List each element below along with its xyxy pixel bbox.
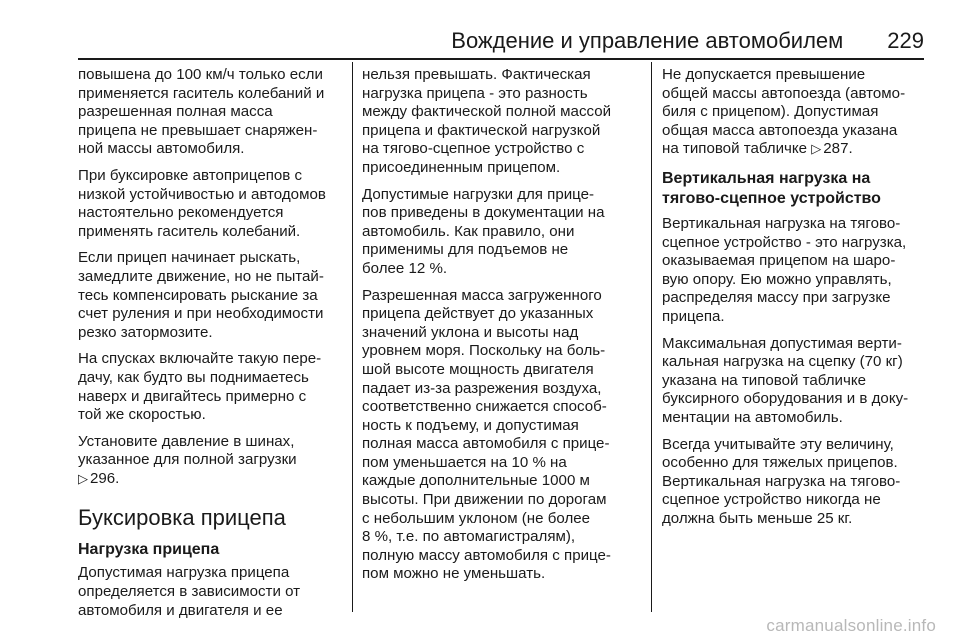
chapter-title: Вождение и управление автомобилем xyxy=(451,28,844,53)
paragraph-permissible-loads xyxy=(362,186,630,279)
text-line: Вертикальная нагрузка на тягово- xyxy=(662,472,901,490)
paragraph-max-vertical-load xyxy=(662,335,930,428)
heading-line: Вертикальная нагрузка на xyxy=(662,169,871,187)
text-line: вую опору. Ею можно управлять, xyxy=(662,270,892,288)
paragraph-tire-pressure xyxy=(78,433,346,489)
text-line: Если прицеп начинает рыскать, xyxy=(78,249,301,267)
text-line: шой высоте мощность двигателя xyxy=(362,360,594,378)
text-line: счет руления и при необходимости xyxy=(78,305,324,323)
text-fragment: на типовой табличке xyxy=(662,140,808,158)
text-line xyxy=(662,140,930,159)
paragraph-downhill xyxy=(78,350,346,424)
text-line: Не допускается превышение xyxy=(662,66,866,83)
header-rule xyxy=(78,58,924,60)
text-line: полную массу автомобиля с прице- xyxy=(362,546,611,564)
column-divider-1 xyxy=(352,62,353,612)
text-line: значений уклона и высоты над xyxy=(362,323,579,341)
reference-page: 296. xyxy=(90,469,120,487)
text-line: оказываемая прицепом на шаро- xyxy=(662,252,896,270)
reference-arrow-icon: ▷ xyxy=(78,470,88,486)
text-line: прицепа не превышает снаряжен- xyxy=(78,121,318,139)
page-reference[interactable] xyxy=(78,470,346,489)
text-line: Допустимая нагрузка прицепа xyxy=(78,564,290,582)
reference-arrow-icon: ▷ xyxy=(811,141,822,157)
text-line: нельзя превышать. Фактическая xyxy=(362,66,591,83)
text-line: Допустимые нагрузки для прице- xyxy=(362,185,595,203)
paragraph-actual-load xyxy=(362,66,630,178)
paragraph-speed-limit xyxy=(78,66,346,159)
text-line: Вертикальная нагрузка на тягово- xyxy=(662,214,901,232)
text-line: между фактической полной массой xyxy=(362,103,612,121)
page-number: 229 xyxy=(887,28,924,53)
page-header xyxy=(78,28,924,54)
text-line: повышена до 100 км/ч только если xyxy=(78,66,323,83)
paragraph-combination-weight xyxy=(662,66,930,159)
text-line: прицепа действует до указанных xyxy=(362,305,594,323)
text-line: каждые дополнительные 1000 м xyxy=(362,472,590,490)
text-line: прицепа. xyxy=(662,307,725,325)
text-line: замедлите движение, но не пытай- xyxy=(78,267,324,285)
text-line: на тягово-сцепное устройство с xyxy=(362,140,585,158)
text-line: уровнем моря. Поскольку на боль- xyxy=(362,342,606,360)
watermark: carmanualsonline.info xyxy=(766,616,936,635)
text-line: пов приведены в документации на xyxy=(362,204,605,222)
text-line: той же скоростью. xyxy=(78,406,206,424)
text-line: более 12 %. xyxy=(362,259,448,277)
text-line: буксирного оборудования и в доку- xyxy=(662,390,909,408)
text-line: При буксировке автоприцепов с xyxy=(78,166,303,184)
text-line: указана на типовой табличке xyxy=(662,371,867,389)
paragraph-trailer-load xyxy=(78,564,346,620)
text-line: пом уменьшается на 10 % на xyxy=(362,453,567,471)
text-line: общей массы автопоезда (автомо- xyxy=(662,84,906,102)
paragraph-altitude xyxy=(362,287,630,585)
paragraph-sway xyxy=(78,249,346,342)
text-line: ной массы автомобиля. xyxy=(78,140,245,158)
subsection-heading: Нагрузка прицепа xyxy=(78,541,220,559)
paragraph-vertical-load xyxy=(662,215,930,327)
text-line: общая масса автопоезда указана xyxy=(662,121,898,139)
paragraph-min-vertical-load xyxy=(662,436,930,529)
text-line: особенно для тяжелых прицепов. xyxy=(662,454,898,472)
text-line: высоты. При движении по дорогам xyxy=(362,491,607,509)
text-line: На спусках включайте такую пере- xyxy=(78,350,322,368)
text-line: наверх и двигайтесь примерно с xyxy=(78,387,307,405)
text-line: ментации на автомобиль. xyxy=(662,408,843,426)
text-line: Максимальная допустимая верти- xyxy=(662,334,902,352)
text-line: Установите давление в шинах, xyxy=(78,432,295,450)
subsection-heading xyxy=(662,169,930,209)
text-line: низкой устойчивостью и автодомов xyxy=(78,185,326,203)
text-line: дачу, как будто вы поднимаетесь xyxy=(78,368,309,386)
text-line: ность к подъему, и допустимая xyxy=(362,416,579,434)
text-line: должна быть меньше 25 кг. xyxy=(662,509,853,527)
text-line: автомобиля и двигателя и ее xyxy=(78,601,283,619)
text-line: сцепное устройство - это нагрузка, xyxy=(662,233,907,251)
text-line: применимы для подъемов не xyxy=(362,241,569,259)
text-line: Всегда учитывайте эту величину, xyxy=(662,435,894,453)
text-line: с небольшим уклоном (не более xyxy=(362,509,591,527)
text-line: сцепное устройство никогда не xyxy=(662,491,881,509)
text-line: падает из-за разрежения воздуха, xyxy=(362,379,602,397)
text-line: пом можно не уменьшать. xyxy=(362,565,546,583)
heading-line: тягово-сцепное устройство xyxy=(662,189,881,207)
paragraph-stabilizer xyxy=(78,167,346,241)
text-line: кальная нагрузка на сцепку (70 кг) xyxy=(662,353,903,371)
text-line: определяется в зависимости от xyxy=(78,583,301,601)
text-line: 8 %, т.е. по автомагистралям), xyxy=(362,528,576,546)
page-reference[interactable] xyxy=(811,140,852,157)
text-line: тесь компенсировать рыскание за xyxy=(78,286,318,304)
text-line: Разрешенная масса загруженного xyxy=(362,286,602,304)
text-line: биля с прицепом). Допустимая xyxy=(662,103,879,121)
text-line: применять гаситель колебаний. xyxy=(78,222,301,240)
text-line: присоединенным прицепом. xyxy=(362,158,561,176)
column-1 xyxy=(78,66,346,628)
column-divider-2 xyxy=(651,62,652,612)
reference-page: 287. xyxy=(823,140,853,158)
text-line: полная масса автомобиля с прице- xyxy=(362,435,610,453)
text-line: соответственно снижается способ- xyxy=(362,398,607,416)
text-line: разрешенная полная масса xyxy=(78,103,273,121)
text-line: нагрузка прицепа - это разность xyxy=(362,84,588,102)
text-line: автомобиль. Как правило, они xyxy=(362,222,575,240)
text-line: применяется гаситель колебаний и xyxy=(78,84,325,102)
text-line: резко затормозите. xyxy=(78,323,213,341)
text-line: распределяя массу при загрузке xyxy=(662,289,891,307)
text-line: прицепа и фактической нагрузкой xyxy=(362,121,601,139)
column-3 xyxy=(662,66,930,536)
text-line: настоятельно рекомендуется xyxy=(78,204,284,222)
section-heading: Буксировка прицепа xyxy=(78,505,286,531)
text-line: указанное для полной загрузки xyxy=(78,451,297,469)
column-2 xyxy=(362,66,630,592)
